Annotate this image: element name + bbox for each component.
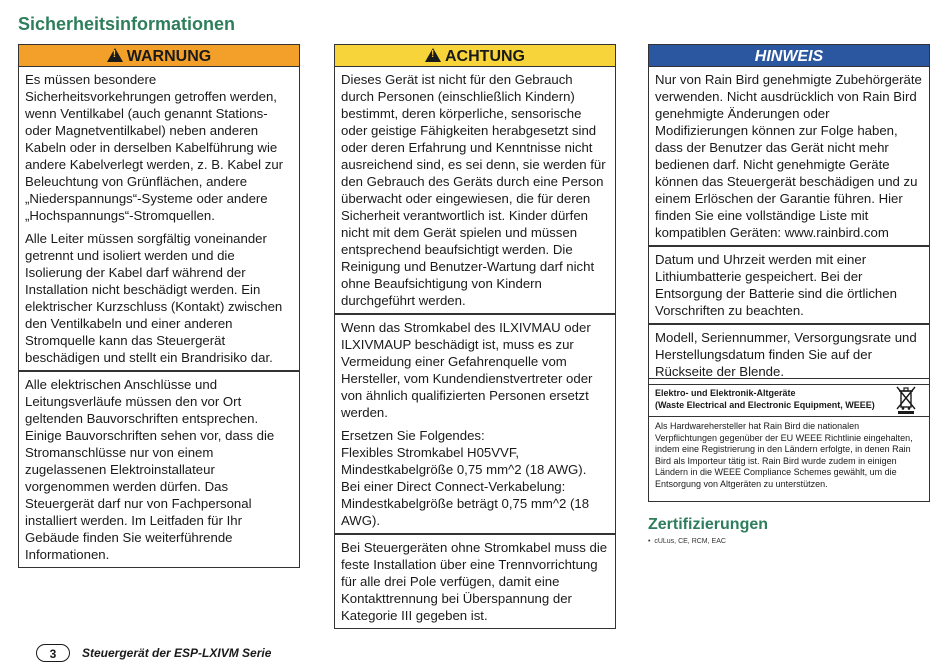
notice-box-2 (648, 246, 930, 324)
weee-title-2: (Waste Electrical and Electronic Equipment, WEEE) (655, 400, 875, 410)
weee-box (648, 378, 930, 502)
caution-box-3 (334, 534, 616, 629)
caution-header (334, 44, 616, 67)
weee-divider (649, 416, 929, 417)
caution-column (334, 44, 616, 629)
caution-box-2 (334, 314, 616, 534)
weee-title-1: Elektro- und Elektronik-Altgeräte (655, 388, 796, 398)
notice-box-1 (648, 67, 930, 246)
notice-paragraph-2: Datum und Uhrzeit werden mit einer Lithiumbatterie gespeichert. Bei der Entsorgung der Batterie sind die örtlichen Vorschriften zu beachten. (655, 252, 897, 318)
warning-triangle-icon (107, 48, 123, 62)
caution-paragraph-1: Dieses Gerät ist nicht für den Gebrauch durch Personen (einschließlich Kindern) bestimmt, deren körperliche, sensorische oder geistige Fähigkeiten herabgesetzt sind oder deren Erfahrung und Kenntnisse nicht ausreichend sind, es sei denn, sie werden für den Gebrauch des Geräts durch eine Person überwacht oder eingewiesen, die für deren Sicherheit verantwortlich ist. Kinder dürfen nicht mit dem Gerät spielen und müssen entsprechend beaufsichtigt werden. Die Reinigung und Benutzer-Wartung darf nicht ohne Beaufsichtigung von Kindern durchgeführt werden. (341, 72, 606, 308)
footer-title: Steuergerät der ESP-LXIVM Serie (82, 646, 272, 660)
warning-paragraph-1: Es müssen besondere Sicherheitsvorkehrungen getroffen werden, wenn Ventilkabel (auch genannt Stations- oder Magnetventilkabel) neben anderen Kabeln oder in derselben Kabelführung wie andere Kabelverlegt werden, z. B. Kabel zur Beleuchtung von Grünflächen, andere „Niederspannungs“-Systeme oder andere „Hochspannungs“-Stromquellen. (25, 72, 284, 223)
caution-paragraph-5: Bei einer Direct Connect-Verkabelung: Mindestkabelgröße beträgt 0,75 mm^2 (18 AWG). (341, 479, 590, 528)
certifications-item-text: cULus, CE, RCM, EAC (654, 538, 726, 545)
notice-box-3 (648, 324, 930, 385)
caution-triangle-icon (425, 48, 441, 62)
warning-paragraph-3: Alle elektrischen Anschlüsse und Leitungsverläufe müssen den vor Ort geltenden Bauvorschriften entsprechen. Einige Bauvorschriften sehen vor, dass die Stromanschlüsse nur von einem zugelassenen Elektroinstallateur vorgenommen werden dürfen. Das Steuergerät darf nur von Fachpersonal installiert werden. Im Leitfaden für Ihr Gebäude finden Sie weiterführende Informationen. (25, 377, 275, 562)
warning-paragraph-2: Alle Leiter müssen sorgfältig voneinander getrennt und isoliert werden und die Isolierung der Kabel darf während der Installation nicht beschädigt werden. Ein elektrischer Kurzschluss (Kontakt) zwischen den Ventilkabeln und einer anderen Stromquelle kann das Steuergerät beschädigen und stellt ein Brandrisiko dar. (25, 231, 283, 365)
caution-paragraph-2: Wenn das Stromkabel des ILXIVMAU oder ILXIVMAUP beschädigt ist, muss es zur Vermeidung einer Gefahrenquelle vom Hersteller, vom Kundendienstvertreter oder von ähnlich qualifizierten Personen ersetzt werden. (341, 320, 593, 420)
notice-paragraph-3: Modell, Seriennummer, Versorgungsrate und Herstellungsdatum finden Sie auf der Rückseite der Blende. (655, 330, 917, 379)
certifications-title: Zertifizierungen (648, 516, 769, 533)
caution-header-label: ACHTUNG (445, 48, 525, 65)
notice-header: HINWEIS (648, 44, 930, 67)
certifications-item: • cULus, CE, RCM, EAC (648, 538, 726, 545)
caution-paragraph-3: Ersetzen Sie Folgendes: (341, 428, 485, 443)
notice-paragraph-1: Nur von Rain Bird genehmigte Zubehörgeräte verwenden. Nicht ausdrücklich von Rain Bird genehmigte Änderungen oder Modifizierungen können zur Folge haben, dass der Benutzer das Gerät nicht mehr bedienen darf. Nicht genehmigte Geräte können das Steuergerät beschädigen und zu einem Erlöschen der Garantie führen. Hier finden Sie eine vollständige Liste mit kompatiblen Geräten: www.rainbird.com (655, 72, 922, 240)
warning-box-2 (18, 371, 300, 568)
page-number: 3 (36, 644, 70, 662)
warning-header (18, 44, 300, 67)
caution-paragraph-4: Flexibles Stromkabel H05VVF, Mindestkabelgröße 0,75 mm^2 (18 AWG). (341, 445, 587, 477)
warning-column (18, 44, 300, 568)
caution-paragraph-6: Bei Steuergeräten ohne Stromkabel muss die feste Installation über eine Trennvorrichtung für alle drei Pole verfügen, damit eine Kontakttrennung bei Überspannung der Kategorie III gegeben ist. (341, 540, 608, 623)
warning-header-label: WARNUNG (126, 48, 212, 65)
caution-box-1 (334, 67, 616, 314)
page-title: Sicherheitsinformationen (18, 14, 236, 34)
notice-column (648, 44, 930, 385)
weee-text: Als Hardwarehersteller hat Rain Bird die nationalen Verpflichtungen gegenüber der EU WEEE Richtlinie eingehalten, indem eine Registrierung in den Ländern erfolgte, in denen Rain Bird als Importeur tätig ist. Rain Bird wurde zudem in einigen Ländern in die WEEE Compliance Schemes gewählt, um die Entsorgung von Altgeräten zu unterstützen. (655, 421, 913, 489)
warning-box-1 (18, 67, 300, 371)
crossed-bin-icon (895, 385, 917, 415)
